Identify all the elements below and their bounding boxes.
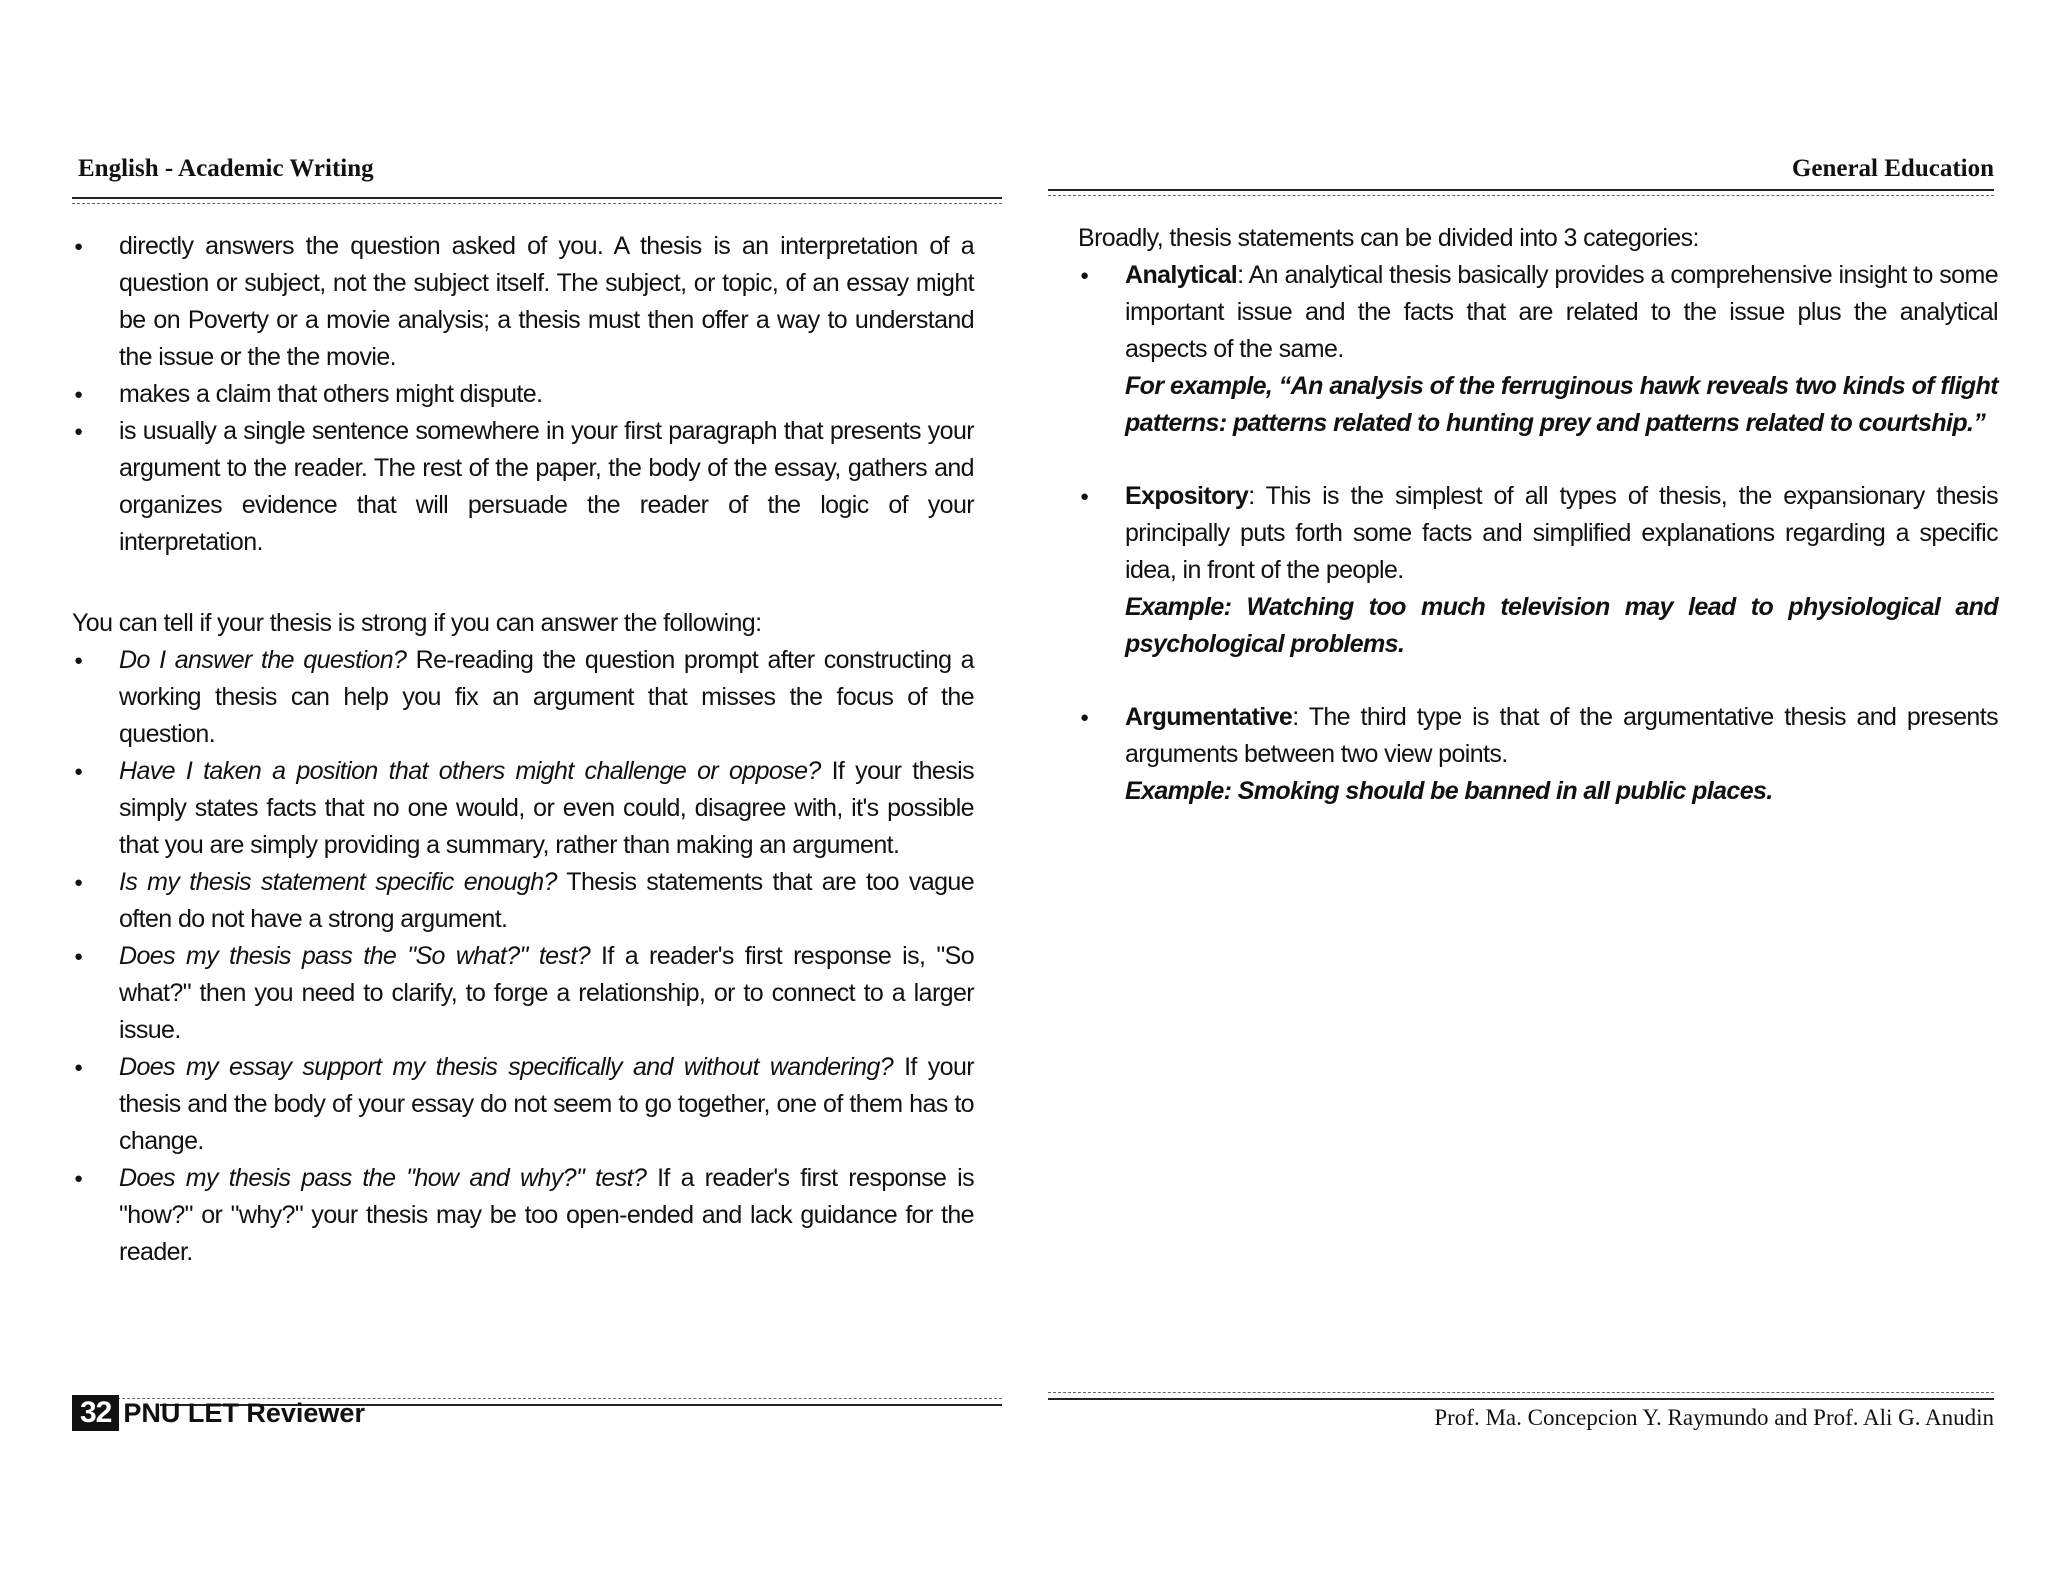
checklist-item [72,1049,974,1160]
footer-title: PNU LET Reviewer [123,1397,365,1428]
running-head-left: English - Academic Writing [78,155,374,182]
thesis-definition-list [72,228,974,561]
category-term: Analytical [1125,261,1238,289]
checklist-text: If a reader's first response is, "So what?" then you need to clarify, to forge a relationship, or to connect to a larger issue. [119,942,974,1044]
checklist-question: Do I answer the question? [119,646,407,674]
checklist-item [72,753,974,864]
checklist-question: Does my thesis pass the "So what?" test? [119,942,591,970]
category-text: : An analytical thesis basically provides a comprehensive insight to some important issue and the facts that are related to the issue plus the analytical aspects of the same. [1125,261,1998,363]
header-rule-left [72,197,1002,199]
checklist-item [72,642,974,753]
list-item: ● is usually a single sentence somewhere in your first paragraph that presents your argument to the reader. The rest of the paper, the body of the essay, gathers and organizes evidence that will persuade the reader of the logic of your interpretation. [72,413,974,561]
categories-intro: Broadly, thesis statements can be divided into 3 categories: [1078,224,1699,252]
category-example: Example: Smoking should be banned in all public places. [1125,777,1773,805]
footer-left [72,1395,365,1431]
category-example: For example, “An analysis of the ferruginous hawk reveals two kinds of flight patterns: patterns related to hunting prey and patterns related to courtship.” [1125,372,1998,437]
checklist-question: Does my thesis pass the "how and why?" test? [119,1164,647,1192]
category-text: : This is the simplest of all types of thesis, the expansionary thesis principally puts forth some facts and simplified explanations regarding a specific idea, in front of the people. [1125,482,1998,584]
header-rule-left-secondary [72,203,1002,204]
header-rule-right [1048,189,1994,191]
checklist-text: Thesis statements that are too vague often do not have a strong argument. [119,868,974,933]
right-page [1024,0,2048,1582]
footer-rule-right-secondary [1048,1392,1994,1393]
checklist-text: Re-reading the question prompt after constructing a working thesis can help you fix an argument that misses the focus of the question. [119,646,974,748]
list-item: ● directly answers the question asked of you. A thesis is an interpretation of a question or subject, not the subject itself. The subject, or topic, of an essay might be on Poverty or a movie analysis; a thesis must then offer a way to understand the issue or the the movie. [72,228,974,376]
checklist-item [72,1160,974,1271]
category-example: Example: Watching too much television may lead to physiological and psychological problems. [1125,593,1998,658]
checklist-text: If your thesis simply states facts that no one would, or even could, disagree with, it's possible that you are simply providing a summary, rather than making an argument. [119,757,974,859]
category-term: Expository [1125,482,1249,510]
footer-authors: Prof. Ma. Concepcion Y. Raymundo and Prof. Ali G. Anudin [1434,1405,1994,1430]
page-number-badge: 32 [72,1395,119,1431]
category-item [1078,478,1998,663]
checklist-item [72,938,974,1049]
checklist-text: If your thesis and the body of your essay do not seem to go together, one of them has to change. [119,1053,974,1155]
checklist-text: If a reader's first response is "how?" or "why?" your thesis may be too open-ended and lack guidance for the reader. [119,1164,975,1266]
left-column [72,228,974,1271]
category-text: : The third type is that of the argumentative thesis and presents arguments between two view points. [1125,703,1998,768]
category-term: Argumentative [1125,703,1293,731]
right-column [1078,220,1998,810]
thesis-categories-list [1078,257,1998,810]
spacer [1078,663,1998,699]
footer-rule-right [1048,1398,1994,1400]
thesis-checklist [72,642,974,1271]
checklist-item [72,864,974,938]
running-head-right: General Education [1791,155,1994,182]
header-rule-right-secondary [1048,195,1994,196]
category-item [1078,257,1998,442]
list-item: ● makes a claim that others might dispute. [72,376,974,413]
spacer [1078,442,1998,478]
checklist-question: Does my essay support my thesis specifically and without wandering? [119,1053,894,1081]
checklist-question: Is my thesis statement specific enough? [119,868,557,896]
checklist-question: Have I taken a position that others might challenge or oppose? [119,757,821,785]
category-item [1078,699,1998,810]
checklist-intro: You can tell if your thesis is strong if you can answer the following: [72,609,762,637]
